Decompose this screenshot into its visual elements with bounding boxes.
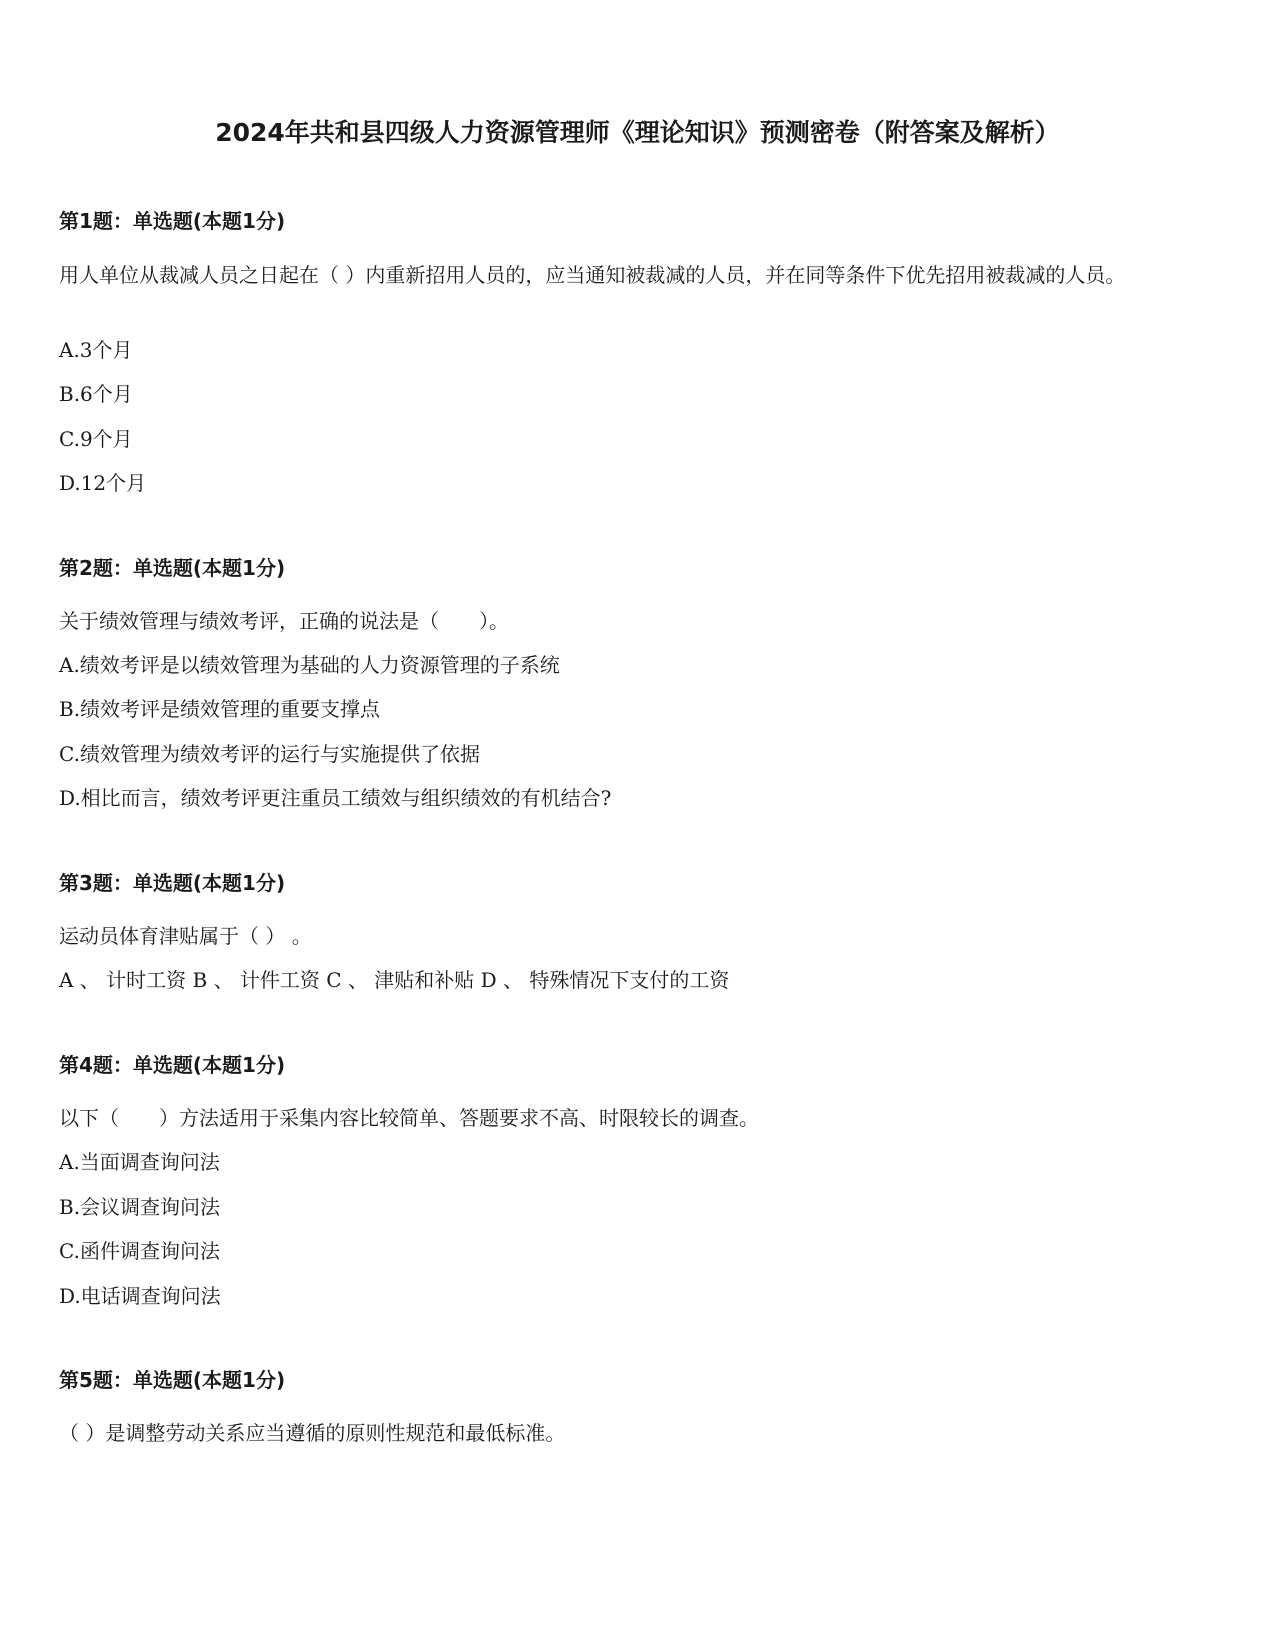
question-heading: 第3题：单选题(本题1分) (59, 871, 286, 895)
option-d: D.相比而言，绩效考评更注重员工绩效与组织绩效的有机结合? (59, 786, 612, 810)
option-line: A 、 计时工资 B 、 计件工资 C 、 津贴和补贴 D 、 特殊情况下支付的工资 (59, 968, 730, 992)
question-heading: 第1题：单选题(本题1分) (59, 209, 286, 233)
option-d: D.12个月 (59, 471, 147, 495)
question-stem: （ ）是调整劳动关系应当遵循的原则性规范和最低标准。 (59, 1421, 566, 1445)
question-heading: 第2题：单选题(本题1分) (59, 556, 286, 580)
option-c: C.绩效管理为绩效考评的运行与实施提供了依据 (59, 742, 480, 766)
question-stem: 运动员体育津贴属于（ ） 。 (59, 924, 312, 948)
option-a: A.3个月 (59, 338, 133, 362)
option-a: A.当面调查询问法 (59, 1150, 220, 1174)
question-stem: 以下（ ）方法适用于采集内容比较简单、答题要求不高、时限较长的调查。 (59, 1106, 759, 1130)
option-a: A.绩效考评是以绩效管理为基础的人力资源管理的子系统 (59, 653, 560, 677)
option-b: B.绩效考评是绩效管理的重要支撑点 (59, 697, 381, 721)
option-b: B.会议调查询问法 (59, 1195, 221, 1219)
option-c: C.函件调查询问法 (59, 1239, 220, 1263)
option-c: C.9个月 (59, 427, 133, 451)
question-heading: 第5题：单选题(本题1分) (59, 1368, 286, 1392)
option-d: D.电话调查询问法 (59, 1284, 221, 1308)
option-b: B.6个月 (59, 382, 133, 406)
question-stem: 用人单位从裁减人员之日起在（ ）内重新招用人员的，应当通知被裁减的人员，并在同等条件下优先招用被裁减的人员。 (59, 263, 1126, 287)
question-heading: 第4题：单选题(本题1分) (59, 1053, 286, 1077)
question-stem: 关于绩效管理与绩效考评，正确的说法是（ ）。 (59, 609, 509, 633)
document-title: 2024年共和县四级人力资源管理师《理论知识》预测密卷（附答案及解析） (215, 118, 1060, 147)
